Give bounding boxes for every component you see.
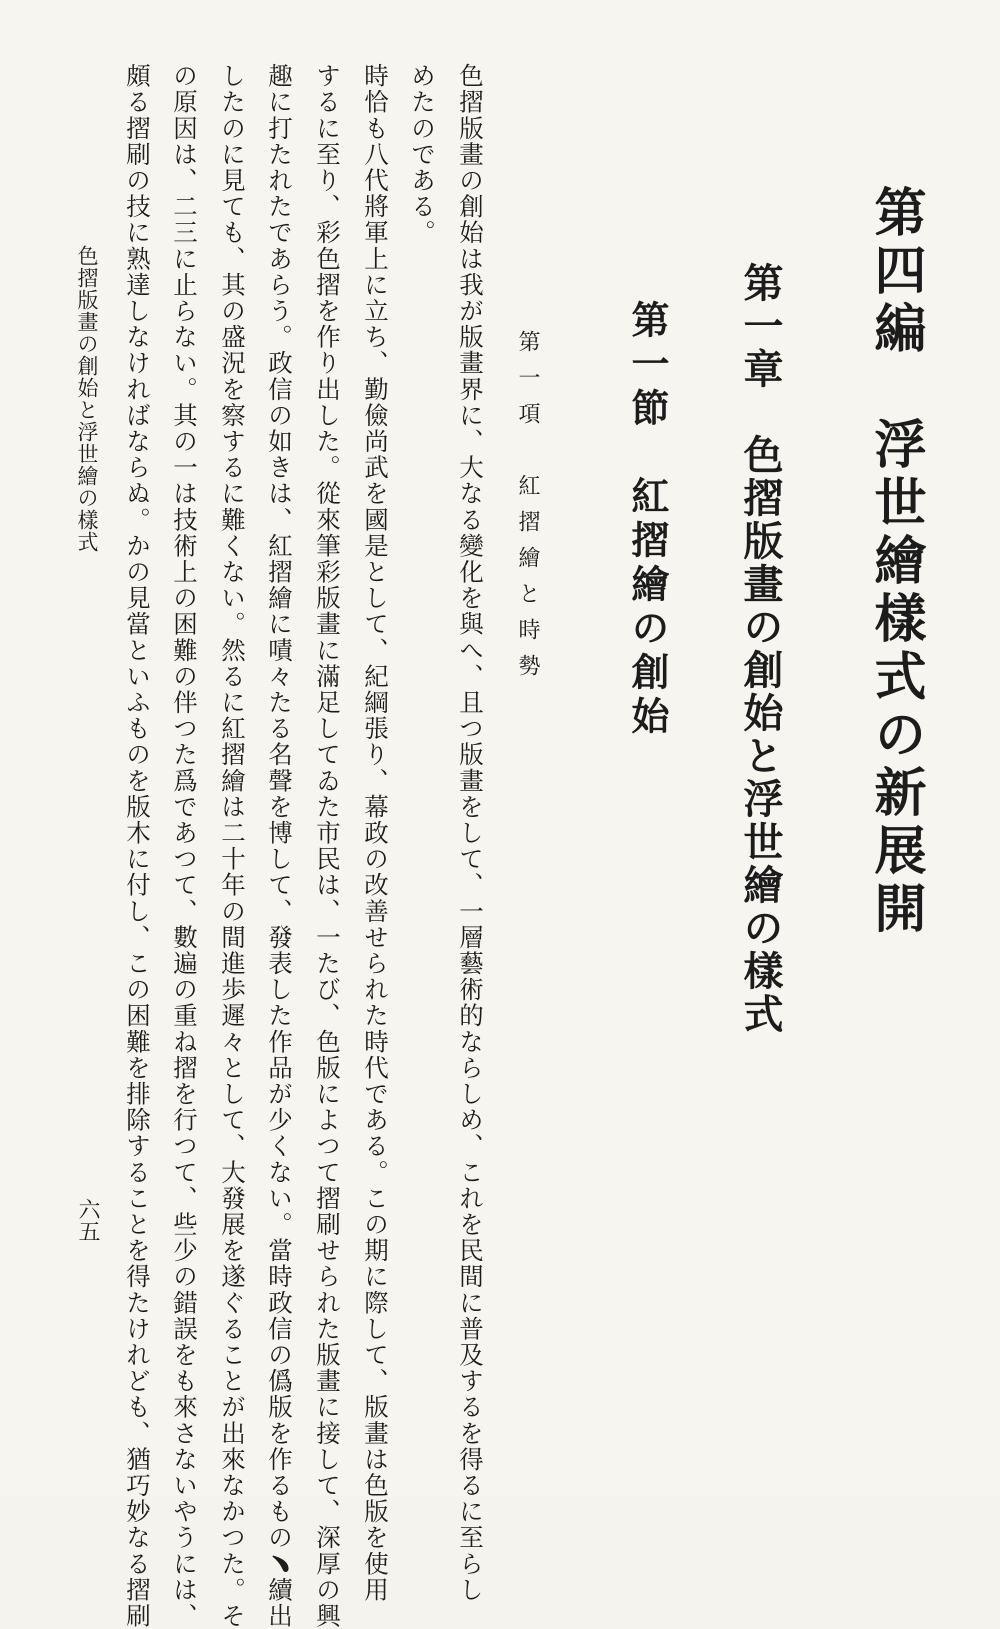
section-title: 第一節 紅摺繪の創始 bbox=[625, 300, 670, 740]
body-line: の原因は、二三に止らない。其の一は技術上の困難の伴つた爲であつて、數遍の重ね摺を行つて、些少の錯誤をも來さないやうには、 bbox=[170, 63, 199, 1629]
running-head: 色摺版畫の創始と浮世繪の樣式 bbox=[75, 245, 99, 553]
body-line: 時恰も八代將軍上に立ち、勤儉尚武を國是として、紀綱張り、幕政の改善せられた時代である。この期に際して、版畫は色版を使用 bbox=[361, 63, 390, 1603]
item-title: 第一項 紅摺繪と時勢 bbox=[515, 330, 540, 690]
body-line: 趣に打たれたであらう。政信の如きは、紅摺繪に嘖々たる名聲を博して、發表した作品が少くない。當時政信の僞版を作るもの﹅續出 bbox=[265, 63, 294, 1629]
page-number: 六五 bbox=[75, 1198, 100, 1242]
chapter-title: 第一章 色摺版畫の創始と浮世繪の樣式 bbox=[737, 262, 784, 1036]
part-title: 第四編 浮世繪樣式の新展開 bbox=[865, 185, 926, 939]
body-line: 色摺版畫の創始は我が版畫界に、大なる變化を與へ、且つ版畫をして、一層藝術的ならしめ、これを民間に普及するを得るに至らし bbox=[456, 63, 485, 1603]
body-line: したのに見ても、其の盛況を察するに難くない。然るに紅摺繪は二十年の間進歩遲々として、大發展を遂ぐることが出來なかつた。そ bbox=[218, 63, 247, 1629]
body-line: めたのである。 bbox=[408, 63, 437, 246]
body-line: するに至り、彩色摺を作り出した。從來筆彩版畫に滿足してゐた市民は、一たび、色版によつて摺刷せられた版畫に接して、深厚の興 bbox=[313, 63, 342, 1629]
body-line: 頗る摺刷の技に熟達しなければならぬ。かの見當といふものを版木に付し、この困難を排除することを得たけれども、猶巧妙なる摺刷 bbox=[123, 63, 152, 1629]
